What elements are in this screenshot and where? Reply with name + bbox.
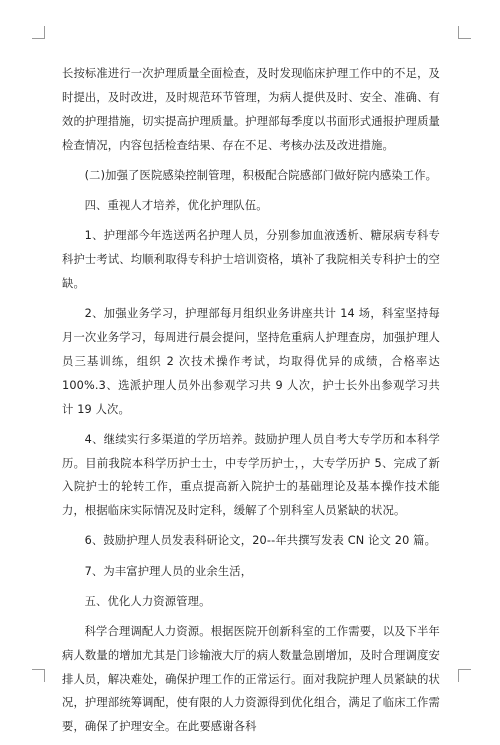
paragraph: 长按标准进行一次护理质量全面检查，及时发现临床护理工作中的不足，及时提出，及时改进，及时规范环节管理，为病人提供及时、安全、准确、有效的护理措施，切实提高护理质量。护理部每季度以书面形式通报护理质量检查情况，内容包括检查结果、存在不足、考核办法及改进措施。 [62, 67, 440, 152]
paragraph: 6、鼓励护理人员发表科研论文，20--年共撰写发表 CN 论文 20 篇。 [84, 534, 437, 548]
paragraph: 科学合理调配人力资源。根据医院开创新科室的工作需要，以及下半年病人数量的增加尤其是门诊输液大厅的病人数量急剧增加，及时合理调度安排人员，解决难处，确保护理工作的正常运行。面对我院护理人员紧缺的状况，护理部统筹调配，使有限的人力资源得到优化组合，满足了临床工作需要，确保了护理安全。在此要感谢各科 [62, 624, 440, 734]
section-heading: 四、重视人才培养，优化护理队伍。 [84, 198, 268, 212]
paragraph: 1、护理部今年选送两名护理人员，分别参加血液透析、糖尿病专科专科护士考试、均顺利取得专科护士培训资格，填补了我院相关专科护士的空缺。 [62, 229, 440, 290]
paragraph: (二)加强了医院感染控制管理，积极配合院感部门做好院内感染工作。 [84, 168, 438, 182]
paragraph: 7、为丰富护理人员的业余生活， [84, 564, 253, 578]
crop-mark-top-right [458, 26, 471, 39]
crop-mark-bottom-right [458, 669, 471, 682]
crop-mark-top-left [32, 26, 45, 39]
section-heading: 五、优化人力资源管理。 [84, 594, 211, 608]
document-body [62, 62, 440, 745]
paragraph: 4、继续实行多渠道的学历培养。鼓励护理人员自考大专学历和本科学历。目前我院本科学历护士士，中专学历护士，，大专学历护 5、完成了新入院护士的轮转工作，重点提高新入院护士的基础理论及基本操作技术能力，根据临床实际情况及时定科，缓解了个别科室人员紧缺的状况。 [62, 432, 440, 518]
paragraph: 2、加强业务学习，护理部每月组织业务讲座共计 14 场，科室坚持每月一次业务学习，每周进行晨会提问，坚持危重病人护理查房，加强护理人员三基训练，组织 2 次技术操作考试，均取得优异的成绩，合格率达 100%.3、选派护理人员外出参观学习共 9 人次，护士长外出参观学习共计 19 人次。 [62, 306, 440, 416]
crop-mark-bottom-left [32, 669, 45, 682]
